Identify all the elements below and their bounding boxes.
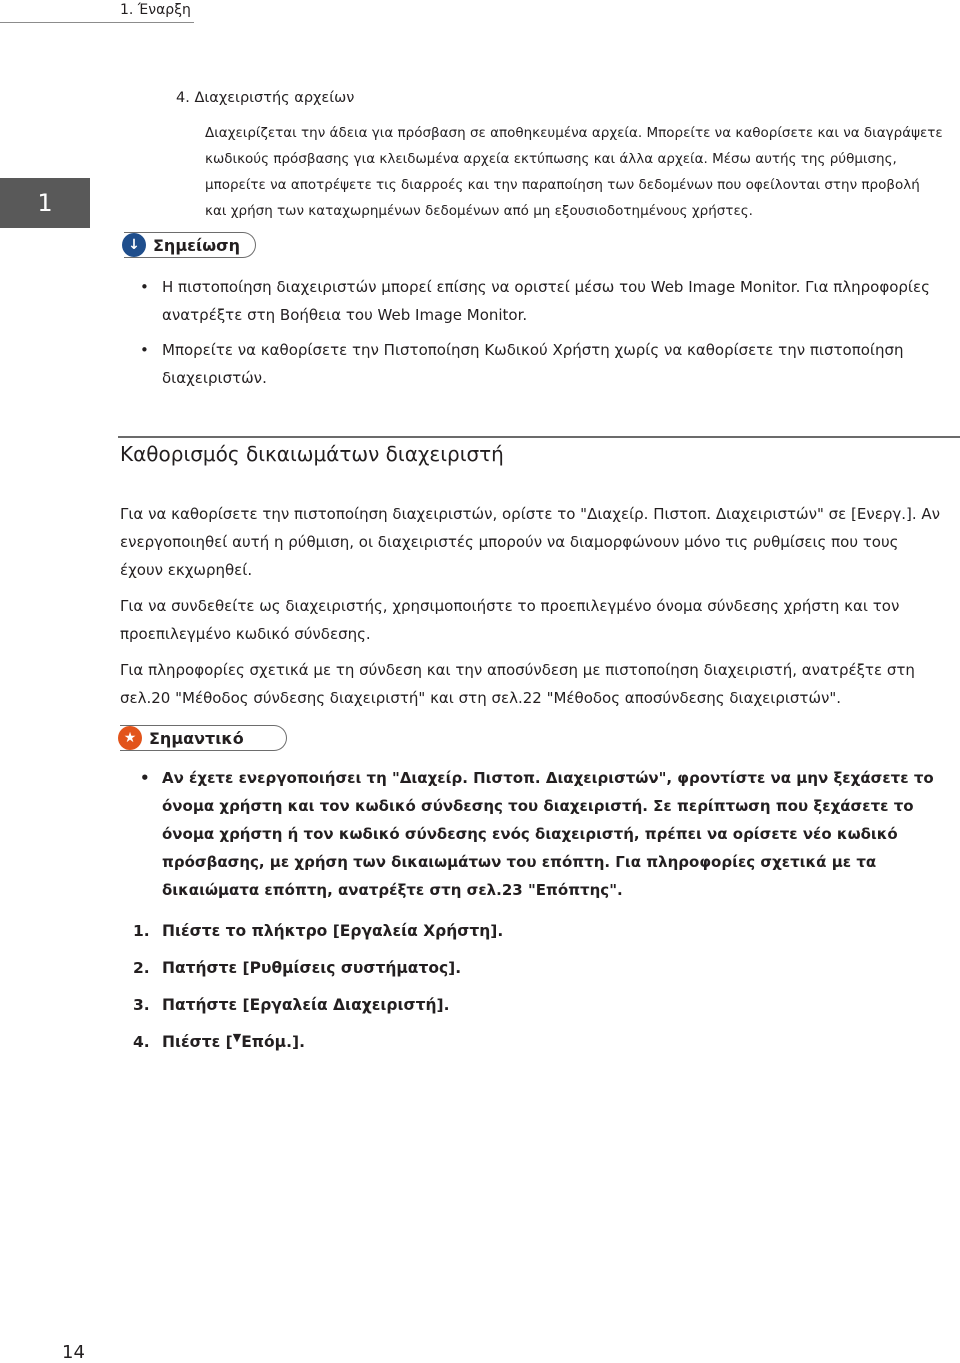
- section-body: [120, 500, 945, 720]
- paragraph: Για να καθορίσετε την πιστοποίηση διαχειριστών, ορίστε το "Διαχείρ. Πιστοπ. Διαχειριστών" σε [Ενεργ.]. Αν ενεργοποιηθεί αυτή η ρύθμιση, οι διαχειριστές μπορούν να διαμορφώνουν μόνο τις ρυθμίσεις που τους έχουν εκχωρηθεί.: [120, 505, 941, 579]
- running-header: 1. Έναρξη: [120, 2, 191, 18]
- note-label: [124, 232, 256, 258]
- arrow-down-icon: ↓: [122, 233, 146, 257]
- star-icon: ★: [118, 726, 142, 750]
- list-item: • Μπορείτε να καθορίσετε την Πιστοποίηση Κωδικού Χρήστη χωρίς να καθορίσετε την πιστοποίηση διαχειριστών.: [140, 341, 904, 387]
- important-title: Σημαντικό: [149, 728, 244, 748]
- header-rule: [0, 22, 194, 23]
- step-item: 2. Πατήστε [Ρυθμίσεις συστήματος].: [133, 959, 462, 977]
- section-title: Καθορισμός δικαιωμάτων διαχειριστή: [120, 442, 504, 466]
- paragraph: Για πληροφορίες σχετικά με τη σύνδεση και την αποσύνδεση με πιστοποίηση διαχειριστή, ανατρέξτε στη σελ.20 "Μέθοδος σύνδεσης διαχειριστή" και στη σελ.22 "Μέθοδος αποσύνδεσης διαχειριστών".: [120, 661, 915, 707]
- note-title: Σημείωση: [153, 235, 240, 255]
- section-rule: [118, 436, 960, 438]
- note-list: [140, 273, 940, 399]
- triangle-down-icon: ▼: [232, 1031, 242, 1044]
- item-description: Διαχειρίζεται την άδεια για πρόσβαση σε αποθηκευμένα αρχεία. Μπορείτε να καθορίσετε και να διαγράψετε κωδικούς πρόσβασης για κλειδωμένα αρχεία εκτύπωσης και άλλα αρχεία. Μέσω αυτής της ρύθμισης, μπορείτε να αποτρέψετε τις διαρροές και την παραποίηση των δεδομένων που οφείλονται στην προβολή και χρήση των καταχωρημένων δεδομένων από μη εξουσιοδοτημένους χρήστες.: [205, 125, 943, 219]
- important-label: [120, 725, 287, 751]
- step-item: 3. Πατήστε [Εργαλεία Διαχειριστή].: [133, 996, 450, 1014]
- step-item: 1. Πιέστε το πλήκτρο [Εργαλεία Χρήστη].: [133, 922, 504, 940]
- procedure-steps: [133, 922, 503, 1070]
- chapter-tab: 1: [0, 178, 90, 228]
- step-item: 4. Πιέστε [ ▼ Επόμ.].: [133, 1033, 503, 1070]
- paragraph: Για να συνδεθείτε ως διαχειριστής, χρησιμοποιήστε το προεπιλεγμένο όνομα σύνδεσης χρήστη και τον προεπιλεγμένο κωδικό σύνδεσης.: [120, 597, 900, 643]
- item-title: 4. Διαχειριστής αρχείων: [176, 90, 355, 106]
- page-number: 14: [62, 1342, 85, 1363]
- list-item: • Αν έχετε ενεργοποιήσει τη "Διαχείρ. Πιστοπ. Διαχειριστών", φροντίστε να μην ξεχάσετε το όνομα χρήστη και τον κωδικό σύνδεσης του διαχειριστή. Σε περίπτωση που ξεχάσετε το όνομα χρήστη ή τον κωδικό σύνδεσης ενός διαχειριστή, πρέπει να ορίσετε νέο κωδικό πρόσβασης, με χρήση των δικαιωμάτων του επόπτη. Για πληροφορίες σχετικά με τα δικαιώματα επόπτη, ανατρέξτε στη σελ.23 "Επόπτης".: [140, 769, 934, 899]
- important-list: [140, 764, 940, 911]
- list-item: • Η πιστοποίηση διαχειριστών μπορεί επίσης να οριστεί μέσω του Web Image Monitor. Για πληροφορίες ανατρέξτε στη Βοήθεια του Web Image Monitor.: [140, 278, 930, 324]
